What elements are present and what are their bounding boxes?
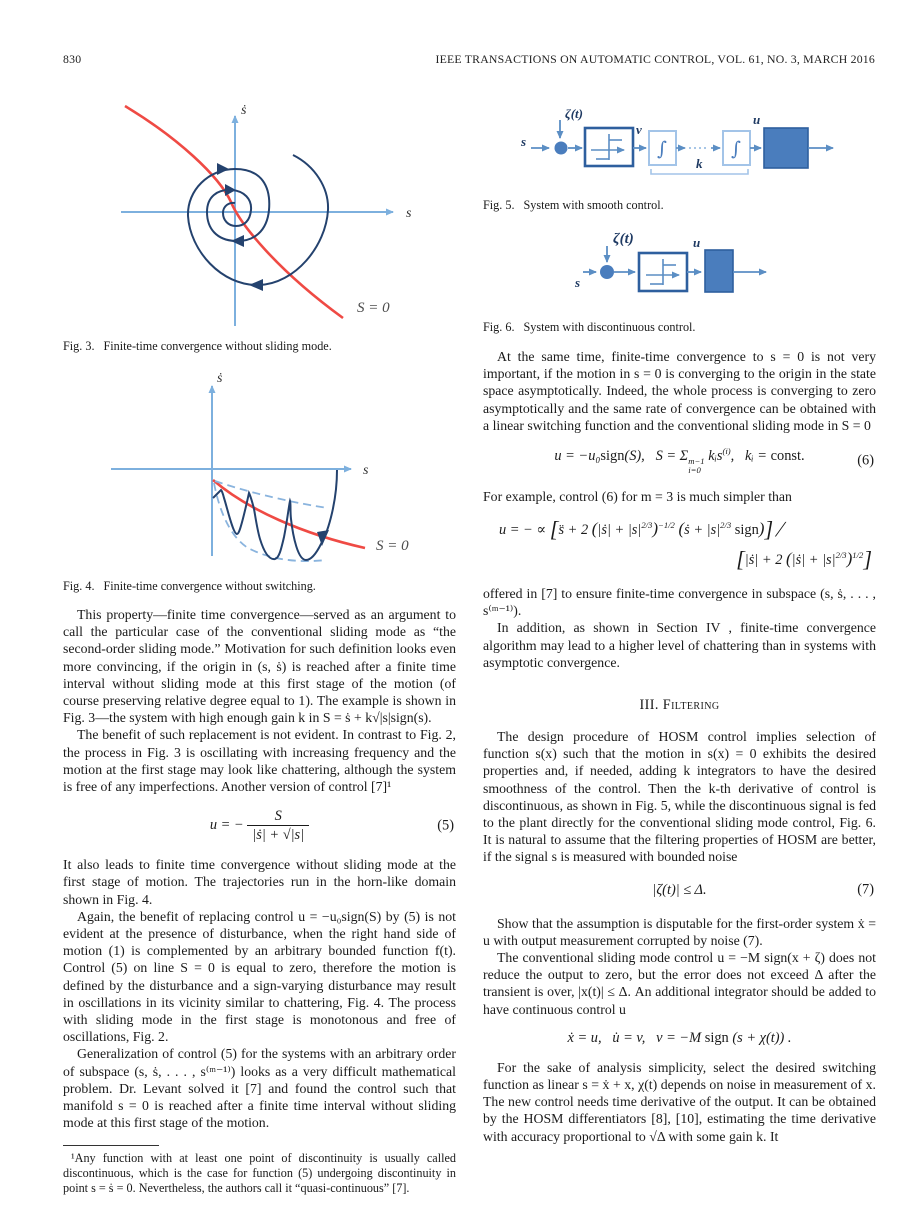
footnote: ¹Any function with at least one point of discontinuity is usually called discontinuous, which is the case for function (5) undergoing discontinuity in point s = ṡ = 0. Nevertheless, the authors call it “quasi-continuous” [7]. <box>63 1151 456 1196</box>
figure-5-diagram <box>483 102 876 190</box>
equation-6 <box>483 446 876 476</box>
fig6-plant-block <box>705 250 733 292</box>
right-paragraph-5: The design procedure of HOSM control implies selection of function s(x) such that the motion in s(x) = 0 exhibits the desired properties and, if needed, adding k integrators to have the desired smoothness of the control. Then the k-th derivative of control is discontinuous, as shown in Fig. 5, while the discontinuous signal is fed to the plant directly for the conventional sliding mode control, Fig. 6. It is natural to assume that the filtering properties of HOSM are better, if the signal s is measured with bounded noise <box>483 728 876 865</box>
fig4-caption-text: Finite-time convergence without switching. <box>103 579 316 593</box>
fig4-trajectory <box>213 470 337 560</box>
equation-8 <box>483 1030 876 1047</box>
fig5-input-label: s <box>521 134 527 149</box>
equation-5-body: u = − $\frac{S}{\text{|ṡ| + √|s|}}$ <box>210 817 309 833</box>
fig5-caption-label: Fig. 5. <box>483 198 515 212</box>
fig5-integrator-2-glyph: ∫ <box>731 138 741 160</box>
fig4-s0-label: S = 0 <box>376 538 409 554</box>
right-paragraph-2: For example, control (6) for m = 3 is much simpler than <box>483 488 792 504</box>
fig5-noise-label: ζ(t) <box>565 106 584 121</box>
left-paragraph-2: The benefit of such replacement is not evident. In contrast to Fig. 2, the process in Fig. 3 is oscillating with increasing frequency and the motion at the first stage may look like chattering, although the system is free of any imperfections. Another version of control [7]¹ <box>63 727 456 795</box>
right-column <box>483 0 876 1145</box>
fig6-u-label: u <box>693 235 701 250</box>
equation-8-body: ẋ = u, u̇ = v, v = −M sign (s + χ(t)) . <box>567 1029 792 1046</box>
section-heading-filtering: III. Filtering <box>639 696 720 713</box>
equation-7-body: |ζ(t)| ≤ Δ. <box>652 881 707 898</box>
equation-m3-line2-body: [|ṡ| + 2 (|ṡ| + $|s|^{2/3})^{1/2}$] <box>736 546 872 572</box>
equation-m3-line1 <box>483 517 876 543</box>
fig6-noise-label: ζ(t) <box>613 231 634 247</box>
figure-5-caption <box>483 198 876 213</box>
right-paragraph-4: In addition, as shown in Section IV , finite-time convergence algorithm may lead to a higher level of chattering than in systems with asymptotic convergence. <box>483 620 876 670</box>
fig5-caption-text: System with smooth control. <box>523 198 664 212</box>
fig3-arrowhead-3 <box>231 235 244 247</box>
figure-3-plot <box>63 100 456 330</box>
figure-4-caption <box>63 579 456 594</box>
fig3-caption-label: Fig. 3. <box>63 339 95 353</box>
fig6-caption-text: System with discontinuous control. <box>523 320 696 334</box>
equation-7-number: (7) <box>857 881 874 898</box>
fig3-y-label: ṡ <box>241 103 247 118</box>
figure-3-caption <box>63 339 456 354</box>
equation-m3-line2 <box>483 547 876 573</box>
equation-7 <box>483 882 876 899</box>
fig6-caption-label: Fig. 6. <box>483 320 515 334</box>
fig5-u-label: u <box>753 112 761 127</box>
left-paragraph-1: This property—finite time convergence—served as an argument to call the particular case of the conventional sliding mode as “the second-order sliding mode.” Motivation for such definition looks even more convincing, if the origin in (s, ṡ) is reached after a finite time interval without sliding mode at this first stage of the motion (of course preserving relative degree equal to 1). The example is shown in Fig. 3—the system with high enough gain k in S = ṡ + k√|s|sign(s). <box>63 607 456 726</box>
fig5-v-label: v <box>636 122 642 137</box>
figure-6-caption <box>483 320 876 335</box>
left-paragraph-3: It also leads to finite time convergence without sliding mode at the first stage of motion. The trajectories run in the horn-like domain shown in Fig. 4. <box>63 857 456 907</box>
figure-4-plot <box>63 364 456 572</box>
fig3-arrowhead-2 <box>217 163 229 175</box>
fig5-k-label: k <box>696 156 703 171</box>
right-paragraph-1: At the same time, finite-time convergence to s = 0 is not very important, if the motion in s = 0 is converging to the origin in the state space asymptotically. Indeed, the whole process is converging to zero asymptotically and the same rate of convergence can be obtained with a linear switching function and the conventional sliding mode in S = 0 <box>483 349 876 433</box>
left-paragraph-5: Generalization of control (5) for the systems with an arbitrary order of subspace (s, ṡ, . . . , s⁽ᵐ⁻¹⁾) looks as a very difficult mathematical problem. Dr. Levant solved it [7] and found the control such that manifold s = 0 is reached after a finite time interval without sliding mode at this first stage of the motion. <box>63 1046 456 1131</box>
fig3-arrowhead-1 <box>249 279 263 291</box>
fig5-integrator-1-glyph: ∫ <box>657 138 667 160</box>
page-number: 830 <box>63 52 82 66</box>
footnote-rule <box>63 1145 159 1146</box>
fig3-s0-label: S = 0 <box>357 300 390 316</box>
fig5-sum-junction <box>555 142 568 155</box>
right-paragraph-8: For the sake of analysis simplicity, select the desired switching function as linear s = ẋ + x, χ(t) depends on noise in measurement of x. The new control needs time derivative of the output. It can be obtained by the HOSM differentiators [8], [10], estimating the time derivative with accuracy proportional to √Δ with some gain k. It <box>483 1059 876 1144</box>
equation-6-body: u = −u₀sign(S), S = Σ m−1 i=0 kᵢs$^{(i)}$, kᵢ = const. <box>554 446 805 476</box>
equation-5-number: (5) <box>437 817 454 834</box>
figure-6-diagram <box>483 229 876 311</box>
fig4-caption-label: Fig. 4. <box>63 579 95 593</box>
right-paragraph-6: Show that the assumption is disputable for the first-order system ẋ = u with output measurement corrupted by noise (7). <box>483 915 876 948</box>
right-paragraph-7: The conventional sliding mode control u = −M sign(x + ζ) does not reduce the output to zero, but the error does not exceed Δ after the transient is over, |x(t)| ≤ Δ. An additional integrator should be added to have continuous control u <box>483 949 876 1017</box>
fig4-y-label: ṡ <box>217 371 223 386</box>
fig3-caption-text: Finite-time convergence without sliding mode. <box>103 339 332 353</box>
equation-6-number: (6) <box>857 452 874 469</box>
fig3-spiral-trajectory <box>188 155 328 285</box>
fig4-x-label: s <box>363 463 369 478</box>
fig6-input-label: s <box>575 275 581 290</box>
fig5-plant-block <box>764 128 808 168</box>
left-column <box>63 0 456 1196</box>
equation-5 <box>63 807 456 844</box>
fig6-sum-junction <box>600 265 614 279</box>
equation-m3-line1-body: u = − ∝ [s̈ + 2 (|ṡ| + $|s|^{2/3})^{-1/2}$ (ṡ + $|s|^{2/3}$ sign)] ∕ <box>499 516 783 542</box>
journal-title: IEEE TRANSACTIONS ON AUTOMATIC CONTROL, VOL. 61, NO. 3, MARCH 2016 <box>435 52 875 66</box>
left-paragraph-4: Again, the benefit of replacing control u = −u₀sign(S) by (5) is not evident at the presence of disturbance, when the right hand side of motion (1) is complemented by an arbitrary bounded function f(t). Control (5) on line S = 0 is equal to zero, therefore the motion is defined by the disturbance and a sign-varying disturbance may result in oscillations in its vicinity similar to chattering, Fig. 4. The process with sliding mode in the first stage is monotonous and free of oscillations, Fig. 2. <box>63 908 456 1045</box>
fig3-x-label: s <box>406 206 412 221</box>
right-paragraph-3: offered in [7] to ensure finite-time convergence in subspace (s, ṡ, . . . , s⁽ᵐ⁻¹⁾). <box>483 585 876 619</box>
